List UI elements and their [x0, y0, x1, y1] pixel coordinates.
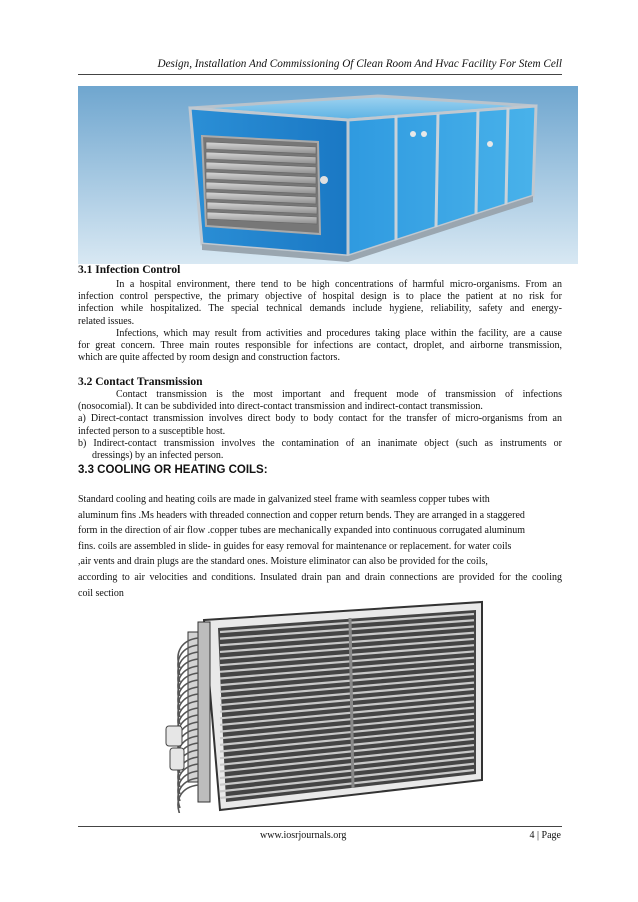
header-rule	[78, 74, 562, 75]
section-3-2-title: 3.2 Contact Transmission	[78, 376, 203, 388]
text-line: In a hospital environment, there tend to be high concentrations of harmful micro-organisms. From an	[116, 279, 562, 290]
text-line: infection control perspective, the primary objective of hospital design is to place the patient at no risk for	[78, 291, 562, 303]
text-line: Standard cooling and heating coils are made in galvanized steel frame with seamless copper tubes with	[78, 494, 490, 505]
text-line: (nosocomial). It can be subdivided into direct-contact transmission and indirect-contact transmission.	[78, 401, 483, 413]
section-3-1-title: 3.1 Infection Control	[78, 264, 181, 276]
text-line: related issues.	[78, 315, 135, 327]
section-3-3-title: 3.3 COOLING OR HEATING COILS:	[78, 464, 268, 476]
text-line: fins. coils are assembled in slide- in guides for easy removal for maintenance or replacement. for water coils	[78, 540, 512, 552]
footer-rule	[78, 826, 562, 827]
section-3-3-body	[78, 492, 562, 601]
text-line: infected person to a susceptible host.	[78, 425, 226, 437]
text-line: ,air vents and drain plugs are the standard ones. Moisture eliminator can also be provided for the coils,	[78, 556, 488, 568]
text-line: form in the direction of air flow .copper tubes are mechanically expanded into continuous corrugated aluminum	[78, 525, 526, 537]
section-3-2-body	[78, 389, 562, 462]
text-line: for great concern. Three main routes responsible for infections are contact, droplet, and airborne transmission,	[78, 340, 562, 352]
text-line: which are quite affected by room design and construction factors.	[78, 352, 340, 364]
air-handling-unit-photo	[78, 86, 578, 264]
text-line: b) Indirect-contact transmission involves the contamination of an inanimate object (such as instruments or	[78, 437, 562, 449]
text-line: coil section	[78, 587, 124, 599]
text-line: Infections, which may result from activities and procedures taking place within the facility, are a cause	[116, 327, 562, 339]
text-line: infection while hospitalized. The special technical demands include hygiene, reliability, safety and energy-	[78, 303, 562, 315]
text-line: Contact transmission is the most important and frequent mode of transmission of infections	[116, 389, 562, 400]
footer-site: www.iosrjournals.org	[260, 830, 347, 841]
text-line: aluminum fins .Ms headers with threaded connection and copper return bends. They are arranged in a staggered	[78, 509, 525, 521]
text-line: dressings) by an infected person.	[92, 450, 224, 462]
section-3-1-body	[78, 279, 562, 364]
page-number: 4 | Page	[529, 830, 561, 841]
cooling-coil-illustration	[160, 598, 485, 813]
text-line: a) Direct-contact transmission involves direct body to body contact for the transfer of micro-organisms from an	[78, 413, 562, 425]
text-line: according to air velocities and conditions. Insulated drain pan and drain connections are provided for the cooling	[78, 571, 562, 583]
running-header: Design, Installation And Commissioning Of Clean Room And Hvac Facility For Stem Cell	[157, 58, 562, 70]
